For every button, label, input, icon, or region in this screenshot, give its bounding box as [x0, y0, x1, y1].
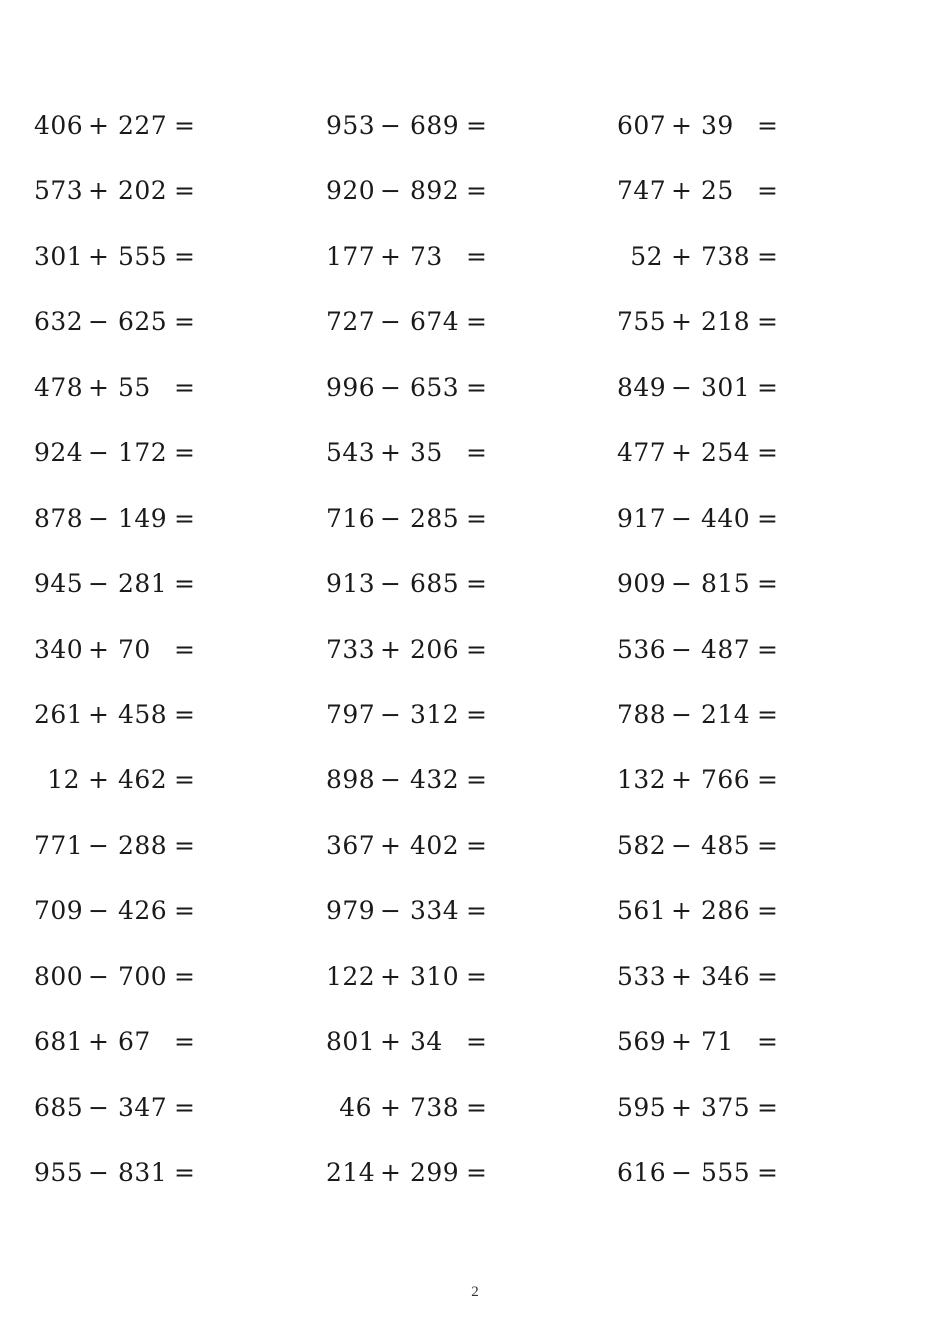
problem-row — [0, 689, 950, 754]
first-operand: 771 — [34, 830, 84, 860]
operator: − — [380, 699, 402, 729]
operator: + — [671, 241, 693, 271]
equals-sign: = — [757, 1092, 779, 1122]
second-operand: 218 — [701, 307, 751, 337]
operator: + — [671, 176, 693, 206]
first-operand: 909 — [617, 569, 667, 599]
operator: − — [671, 1158, 693, 1187]
equals-sign: = — [757, 503, 779, 533]
second-operand: 55 — [118, 372, 151, 402]
operator: + — [380, 961, 402, 991]
first-operand: 582 — [617, 830, 667, 860]
problem-row — [0, 820, 950, 885]
equals-sign: = — [466, 503, 488, 533]
second-operand: 172 — [118, 438, 168, 468]
second-operand: 214 — [701, 699, 751, 729]
second-operand: 39 — [701, 111, 734, 140]
second-operand: 689 — [410, 111, 460, 140]
second-operand: 25 — [701, 176, 734, 206]
second-operand: 674 — [410, 307, 460, 337]
second-operand: 73 — [410, 241, 443, 271]
first-operand: 561 — [617, 896, 667, 926]
second-operand: 432 — [410, 765, 460, 795]
problem-row — [0, 1147, 950, 1212]
operator: − — [88, 961, 110, 991]
first-operand: 177 — [326, 241, 376, 271]
equals-sign: = — [757, 569, 779, 599]
second-operand: 286 — [701, 896, 751, 926]
first-operand: 898 — [326, 765, 376, 795]
first-operand: 979 — [326, 896, 376, 926]
second-operand: 485 — [701, 830, 751, 860]
second-operand: 301 — [701, 372, 751, 402]
equals-sign: = — [466, 307, 488, 337]
problem-row — [0, 624, 950, 689]
equals-sign: = — [757, 438, 779, 468]
operator: − — [88, 830, 110, 860]
problem-grid — [0, 100, 950, 1212]
second-operand: 34 — [410, 1027, 443, 1057]
second-operand: 285 — [410, 503, 460, 533]
equals-sign: = — [757, 765, 779, 795]
equals-sign: = — [466, 1158, 488, 1187]
equals-sign: = — [174, 1027, 196, 1057]
operator: − — [88, 569, 110, 599]
first-operand: 681 — [34, 1027, 84, 1057]
operator: + — [380, 1158, 402, 1187]
equals-sign: = — [174, 438, 196, 468]
second-operand: 334 — [410, 896, 460, 926]
equals-sign: = — [174, 961, 196, 991]
first-operand: 709 — [34, 896, 84, 926]
operator: + — [380, 241, 402, 271]
second-operand: 426 — [118, 896, 168, 926]
first-operand: 616 — [617, 1158, 667, 1187]
first-operand: 849 — [617, 372, 667, 402]
first-operand: 406 — [34, 111, 84, 140]
second-operand: 70 — [118, 634, 151, 664]
first-operand: 214 — [326, 1158, 376, 1187]
equals-sign: = — [757, 634, 779, 664]
operator: − — [671, 699, 693, 729]
page-number: 2 — [471, 1284, 479, 1300]
second-operand: 227 — [118, 111, 168, 140]
second-operand: 458 — [118, 699, 168, 729]
first-operand: 801 — [326, 1027, 376, 1057]
second-operand: 555 — [701, 1158, 751, 1187]
problem-row — [0, 754, 950, 819]
operator: + — [671, 307, 693, 337]
first-operand: 632 — [34, 307, 84, 337]
second-operand: 555 — [118, 241, 168, 271]
equals-sign: = — [174, 1092, 196, 1122]
first-operand: 52 — [630, 241, 663, 271]
equals-sign: = — [174, 1158, 196, 1187]
operator: + — [671, 1027, 693, 1057]
second-operand: 35 — [410, 438, 443, 468]
equals-sign: = — [757, 111, 779, 140]
equals-sign: = — [466, 699, 488, 729]
first-operand: 733 — [326, 634, 376, 664]
equals-sign: = — [174, 830, 196, 860]
problem-row — [0, 165, 950, 230]
first-operand: 569 — [617, 1027, 667, 1057]
equals-sign: = — [466, 1027, 488, 1057]
equals-sign: = — [174, 176, 196, 206]
operator: − — [88, 503, 110, 533]
first-operand: 595 — [617, 1092, 667, 1122]
equals-sign: = — [466, 569, 488, 599]
second-operand: 347 — [118, 1092, 168, 1122]
first-operand: 917 — [617, 503, 667, 533]
equals-sign: = — [174, 699, 196, 729]
equals-sign: = — [466, 1092, 488, 1122]
problem-row — [0, 1016, 950, 1081]
equals-sign: = — [174, 634, 196, 664]
first-operand: 301 — [34, 241, 84, 271]
operator: − — [380, 111, 402, 140]
equals-sign: = — [757, 372, 779, 402]
operator: − — [380, 765, 402, 795]
operator: − — [380, 176, 402, 206]
equals-sign: = — [466, 241, 488, 271]
first-operand: 747 — [617, 176, 667, 206]
second-operand: 831 — [118, 1158, 168, 1187]
equals-sign: = — [757, 1158, 779, 1187]
operator: + — [88, 372, 110, 402]
operator: − — [671, 503, 693, 533]
second-operand: 487 — [701, 634, 751, 664]
problem-row — [0, 558, 950, 623]
problem-row — [0, 100, 950, 165]
problem-row — [0, 885, 950, 950]
first-operand: 122 — [326, 961, 376, 991]
problem-row — [0, 231, 950, 296]
second-operand: 766 — [701, 765, 751, 795]
second-operand: 71 — [701, 1027, 734, 1057]
first-operand: 755 — [617, 307, 667, 337]
operator: − — [380, 372, 402, 402]
equals-sign: = — [757, 307, 779, 337]
first-operand: 788 — [617, 699, 667, 729]
operator: − — [88, 307, 110, 337]
problem-row — [0, 427, 950, 492]
problem-row — [0, 1082, 950, 1147]
operator: + — [88, 241, 110, 271]
first-operand: 685 — [34, 1092, 84, 1122]
equals-sign: = — [174, 896, 196, 926]
problem-row — [0, 493, 950, 558]
first-operand: 953 — [326, 111, 376, 140]
equals-sign: = — [174, 241, 196, 271]
equals-sign: = — [174, 569, 196, 599]
operator: + — [671, 765, 693, 795]
first-operand: 543 — [326, 438, 376, 468]
equals-sign: = — [757, 1027, 779, 1057]
second-operand: 310 — [410, 961, 460, 991]
first-operand: 716 — [326, 503, 376, 533]
operator: + — [88, 111, 110, 140]
equals-sign: = — [466, 765, 488, 795]
second-operand: 625 — [118, 307, 168, 337]
operator: − — [380, 896, 402, 926]
operator: − — [380, 307, 402, 337]
equals-sign: = — [757, 699, 779, 729]
first-operand: 945 — [34, 569, 84, 599]
operator: − — [380, 503, 402, 533]
second-operand: 462 — [118, 765, 168, 795]
first-operand: 573 — [34, 176, 84, 206]
equals-sign: = — [757, 176, 779, 206]
operator: − — [88, 1158, 110, 1187]
operator: + — [380, 830, 402, 860]
operator: + — [88, 634, 110, 664]
first-operand: 913 — [326, 569, 376, 599]
second-operand: 402 — [410, 830, 460, 860]
second-operand: 281 — [118, 569, 168, 599]
first-operand: 478 — [34, 372, 84, 402]
equals-sign: = — [174, 503, 196, 533]
equals-sign: = — [466, 438, 488, 468]
operator: + — [88, 176, 110, 206]
first-operand: 607 — [617, 111, 667, 140]
first-operand: 727 — [326, 307, 376, 337]
equals-sign: = — [757, 896, 779, 926]
equals-sign: = — [466, 111, 488, 140]
operator: − — [671, 634, 693, 664]
operator: + — [88, 699, 110, 729]
operator: + — [380, 438, 402, 468]
second-operand: 346 — [701, 961, 751, 991]
equals-sign: = — [174, 307, 196, 337]
operator: + — [671, 1092, 693, 1122]
operator: + — [88, 1027, 110, 1057]
second-operand: 375 — [701, 1092, 751, 1122]
operator: − — [671, 830, 693, 860]
second-operand: 254 — [701, 438, 751, 468]
first-operand: 261 — [34, 699, 84, 729]
equals-sign: = — [466, 176, 488, 206]
operator: + — [380, 1092, 402, 1122]
problem-row — [0, 951, 950, 1016]
equals-sign: = — [174, 111, 196, 140]
problem-row — [0, 296, 950, 361]
first-operand: 536 — [617, 634, 667, 664]
operator: + — [671, 111, 693, 140]
second-operand: 700 — [118, 961, 168, 991]
first-operand: 46 — [339, 1092, 372, 1122]
first-operand: 920 — [326, 176, 376, 206]
equals-sign: = — [174, 372, 196, 402]
equals-sign: = — [466, 830, 488, 860]
first-operand: 367 — [326, 830, 376, 860]
operator: − — [671, 569, 693, 599]
first-operand: 477 — [617, 438, 667, 468]
equals-sign: = — [174, 765, 196, 795]
second-operand: 67 — [118, 1027, 151, 1057]
operator: − — [88, 438, 110, 468]
second-operand: 653 — [410, 372, 460, 402]
first-operand: 132 — [617, 765, 667, 795]
operator: + — [88, 765, 110, 795]
equals-sign: = — [757, 961, 779, 991]
operator: + — [380, 1027, 402, 1057]
second-operand: 738 — [701, 241, 751, 271]
second-operand: 312 — [410, 699, 460, 729]
operator: − — [88, 896, 110, 926]
equals-sign: = — [466, 634, 488, 664]
operator: + — [671, 896, 693, 926]
second-operand: 440 — [701, 503, 751, 533]
first-operand: 955 — [34, 1158, 84, 1187]
operator: + — [380, 634, 402, 664]
second-operand: 299 — [410, 1158, 460, 1187]
first-operand: 12 — [47, 765, 80, 795]
equals-sign: = — [466, 372, 488, 402]
second-operand: 206 — [410, 634, 460, 664]
problem-row — [0, 362, 950, 427]
first-operand: 996 — [326, 372, 376, 402]
first-operand: 533 — [617, 961, 667, 991]
second-operand: 738 — [410, 1092, 460, 1122]
second-operand: 815 — [701, 569, 751, 599]
second-operand: 202 — [118, 176, 168, 206]
equals-sign: = — [466, 896, 488, 926]
first-operand: 924 — [34, 438, 84, 468]
operator: + — [671, 961, 693, 991]
first-operand: 878 — [34, 503, 84, 533]
first-operand: 800 — [34, 961, 84, 991]
equals-sign: = — [757, 241, 779, 271]
operator: − — [671, 372, 693, 402]
equals-sign: = — [466, 961, 488, 991]
operator: − — [380, 569, 402, 599]
operator: − — [88, 1092, 110, 1122]
first-operand: 797 — [326, 699, 376, 729]
second-operand: 892 — [410, 176, 460, 206]
operator: + — [671, 438, 693, 468]
first-operand: 340 — [34, 634, 84, 664]
second-operand: 288 — [118, 830, 168, 860]
equals-sign: = — [757, 830, 779, 860]
second-operand: 685 — [410, 569, 460, 599]
second-operand: 149 — [118, 503, 168, 533]
